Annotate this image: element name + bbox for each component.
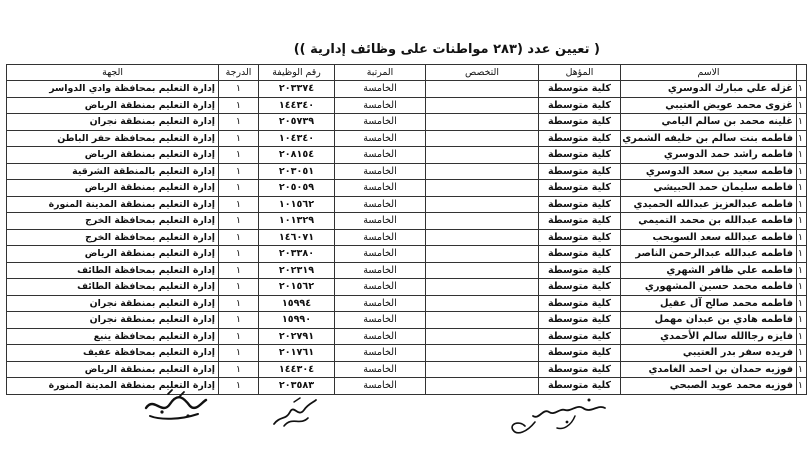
table-row [7,279,807,296]
row-num-cell: ١ [797,147,807,164]
employee-name-cell: فاطمه علي ظافر الشهري [621,262,797,279]
row-num-cell: ١ [797,279,807,296]
department-cell: إدارة التعليم بمنطقة المدينة المنورة [7,196,219,213]
appointments-table [6,64,807,395]
level-cell: الخامسة [335,130,426,147]
employee-name-cell: فاطمه عبدالله عبدالرحمن الناصر [621,246,797,263]
handwritten-signature-right [505,392,615,442]
employee-name-cell: فاطمه راشد حمد الدوسري [621,147,797,164]
specialty-cell [426,279,539,296]
qualification-cell: كلية متوسطة [539,97,621,114]
specialty-cell [426,295,539,312]
grade-cell: ١ [219,246,259,263]
employee-name-cell: غزوى محمد عويض العتيبي [621,97,797,114]
table-row [7,229,807,246]
job-number-cell: ٢٠٥٠٥٩ [259,180,335,197]
qualification-cell: كلية متوسطة [539,213,621,230]
grade-cell: ١ [219,180,259,197]
header-level: المرتبة [335,65,426,81]
row-num-cell: ١ [797,378,807,395]
specialty-cell [426,361,539,378]
level-cell: الخامسة [335,345,426,362]
specialty-cell [426,262,539,279]
table-header-row [7,65,807,81]
row-num-cell: ١ [797,97,807,114]
table-row [7,81,807,98]
department-cell: إدارة التعليم بمحافظة وادي الدواسر [7,81,219,98]
qualification-cell: كلية متوسطة [539,147,621,164]
row-num-cell: ١ [797,130,807,147]
appointments-table-container [6,64,803,395]
employee-name-cell: فاطمه عبدالعزيز عبدالله الحميدي [621,196,797,213]
employee-name-cell: فوزيه محمد عويد الصبحي [621,378,797,395]
job-number-cell: ٢٠٣٠٥١ [259,163,335,180]
grade-cell: ١ [219,97,259,114]
job-number-cell: ١٠١٣٢٩ [259,213,335,230]
qualification-cell: كلية متوسطة [539,328,621,345]
row-num-cell: ١ [797,163,807,180]
grade-cell: ١ [219,312,259,329]
department-cell: إدارة التعليم بمنطقة نجران [7,295,219,312]
specialty-cell [426,345,539,362]
specialty-cell [426,180,539,197]
table-row [7,147,807,164]
department-cell: إدارة التعليم بمحافظة حفر الباطن [7,130,219,147]
row-num-cell: ١ [797,196,807,213]
level-cell: الخامسة [335,312,426,329]
employee-name-cell: فاطمه محمد حسين المشهوري [621,279,797,296]
job-number-cell: ١٠١٥٦٢ [259,196,335,213]
grade-cell: ١ [219,378,259,395]
level-cell: الخامسة [335,147,426,164]
header-qualification: المؤهل [539,65,621,81]
specialty-cell [426,114,539,131]
level-cell: الخامسة [335,180,426,197]
employee-name-cell: فايزه رجاالله سالم الأحمدي [621,328,797,345]
table-row [7,361,807,378]
grade-cell: ١ [219,361,259,378]
level-cell: الخامسة [335,328,426,345]
grade-cell: ١ [219,229,259,246]
qualification-cell: كلية متوسطة [539,262,621,279]
employee-name-cell: فاطمه بنت سالم بن خليفه الشمري [621,130,797,147]
department-cell: إدارة التعليم بمنطقة نجران [7,312,219,329]
row-num-cell: ١ [797,295,807,312]
specialty-cell [426,328,539,345]
level-cell: الخامسة [335,97,426,114]
job-number-cell: ١٤٤٣٠٤ [259,361,335,378]
table-row [7,246,807,263]
level-cell: الخامسة [335,196,426,213]
employee-name-cell: غزله علي مبارك الدوسري [621,81,797,98]
specialty-cell [426,163,539,180]
row-num-cell: ١ [797,229,807,246]
department-cell: إدارة التعليم بمنطقة الرياض [7,147,219,164]
specialty-cell [426,130,539,147]
level-cell: الخامسة [335,246,426,263]
specialty-cell [426,196,539,213]
header-job-number: رقم الوظيفة [259,65,335,81]
row-num-cell: ١ [797,114,807,131]
specialty-cell [426,97,539,114]
qualification-cell: كلية متوسطة [539,246,621,263]
specialty-cell [426,312,539,329]
department-cell: إدارة التعليم بمحافظة الطائف [7,262,219,279]
department-cell: إدارة التعليم بمنطقة الرياض [7,97,219,114]
row-num-cell: ١ [797,180,807,197]
table-row [7,213,807,230]
employee-name-cell: فاطمه عبدالله سعد السويحب [621,229,797,246]
job-number-cell: ١٥٩٩٤ [259,295,335,312]
qualification-cell: كلية متوسطة [539,229,621,246]
qualification-cell: كلية متوسطة [539,163,621,180]
table-row [7,180,807,197]
employee-name-cell: فريده سفر بدر العتيبي [621,345,797,362]
qualification-cell: كلية متوسطة [539,81,621,98]
row-num-cell: ١ [797,262,807,279]
header-specialty: التخصص [426,65,539,81]
qualification-cell: كلية متوسطة [539,180,621,197]
handwritten-signature-left [140,386,210,426]
grade-cell: ١ [219,328,259,345]
row-num-cell: ١ [797,213,807,230]
header-department: الجهة [7,65,219,81]
job-number-cell: ٢٠٣٥٨٣ [259,378,335,395]
grade-cell: ١ [219,81,259,98]
table-row [7,345,807,362]
department-cell: إدارة التعليم بمحافظة الخرج [7,229,219,246]
row-num-cell: ١ [797,328,807,345]
job-number-cell: ١٤٤٣٤٠ [259,97,335,114]
employee-name-cell: فاطمه سعيد بن سعد الدوسري [621,163,797,180]
qualification-cell: كلية متوسطة [539,196,621,213]
level-cell: الخامسة [335,295,426,312]
grade-cell: ١ [219,262,259,279]
table-row [7,97,807,114]
qualification-cell: كلية متوسطة [539,378,621,395]
job-number-cell: ٢٠٨١٥٤ [259,147,335,164]
department-cell: إدارة التعليم بمنطقة الرياض [7,246,219,263]
employee-name-cell: فاطمه سليمان حمد الحبيشي [621,180,797,197]
specialty-cell [426,213,539,230]
job-number-cell: ٢٠٣٣٧٤ [259,81,335,98]
grade-cell: ١ [219,345,259,362]
table-row [7,163,807,180]
job-number-cell: ٢٠٣٣٨٠ [259,246,335,263]
department-cell: إدارة التعليم بمحافظة عفيف [7,345,219,362]
grade-cell: ١ [219,295,259,312]
specialty-cell [426,246,539,263]
grade-cell: ١ [219,163,259,180]
department-cell: إدارة التعليم بمحافظة الطائف [7,279,219,296]
job-number-cell: ١٥٩٩٠ [259,312,335,329]
employee-name-cell: فاطمه محمد صالح آل عقيل [621,295,797,312]
grade-cell: ١ [219,213,259,230]
department-cell: إدارة التعليم بمنطقة الرياض [7,361,219,378]
header-name: الاسم [621,65,797,81]
handwritten-signature-middle [270,396,320,432]
job-number-cell: ٢٠١٥٦٢ [259,279,335,296]
job-number-cell: ١٤٦٠٧١ [259,229,335,246]
level-cell: الخامسة [335,213,426,230]
department-cell: إدارة التعليم بالمنطقة الشرقية [7,163,219,180]
level-cell: الخامسة [335,361,426,378]
document-title: ( تعيين عدد (٢٨٣ مواطنات على وظائف إدارية )) [293,42,600,57]
table-row [7,328,807,345]
job-number-cell: ٢٠٢٧٩١ [259,328,335,345]
level-cell: الخامسة [335,262,426,279]
qualification-cell: كلية متوسطة [539,130,621,147]
table-row [7,196,807,213]
table-row [7,262,807,279]
department-cell: إدارة التعليم بمنطقة نجران [7,114,219,131]
row-num-cell: ١ [797,361,807,378]
employee-name-cell: فوزيه حمدان بن احمد الغامدي [621,361,797,378]
row-num-cell: ١ [797,345,807,362]
table-row [7,378,807,395]
row-num-cell: ١ [797,246,807,263]
level-cell: الخامسة [335,81,426,98]
employee-name-cell: غلينه محمد بن سالم اليامي [621,114,797,131]
specialty-cell [426,229,539,246]
table-row [7,114,807,131]
specialty-cell [426,81,539,98]
department-cell: إدارة التعليم بمنطقة الرياض [7,180,219,197]
header-grade: الدرجة [219,65,259,81]
level-cell: الخامسة [335,378,426,395]
qualification-cell: كلية متوسطة [539,312,621,329]
level-cell: الخامسة [335,229,426,246]
level-cell: الخامسة [335,114,426,131]
grade-cell: ١ [219,130,259,147]
grade-cell: ١ [219,147,259,164]
specialty-cell [426,147,539,164]
qualification-cell: كلية متوسطة [539,295,621,312]
employee-name-cell: فاطمه هادي بن عبدان مهمل [621,312,797,329]
job-number-cell: ٢٠٥٧٣٩ [259,114,335,131]
row-num-cell: ١ [797,81,807,98]
level-cell: الخامسة [335,279,426,296]
department-cell: إدارة التعليم بمحافظة الخرج [7,213,219,230]
grade-cell: ١ [219,196,259,213]
department-cell: إدارة التعليم بمحافظة ينبع [7,328,219,345]
department-cell: إدارة التعليم بمنطقة المدينة المنورة [7,378,219,395]
header-num [797,65,807,81]
row-num-cell: ١ [797,312,807,329]
level-cell: الخامسة [335,163,426,180]
grade-cell: ١ [219,279,259,296]
employee-name-cell: فاطمه عبدالله بن محمد التميمي [621,213,797,230]
qualification-cell: كلية متوسطة [539,279,621,296]
job-number-cell: ١٠٤٣٤٠ [259,130,335,147]
qualification-cell: كلية متوسطة [539,345,621,362]
qualification-cell: كلية متوسطة [539,114,621,131]
job-number-cell: ٢٠٢٣١٩ [259,262,335,279]
qualification-cell: كلية متوسطة [539,361,621,378]
table-row [7,312,807,329]
job-number-cell: ٢٠١٧٦١ [259,345,335,362]
table-row [7,295,807,312]
table-row [7,130,807,147]
grade-cell: ١ [219,114,259,131]
